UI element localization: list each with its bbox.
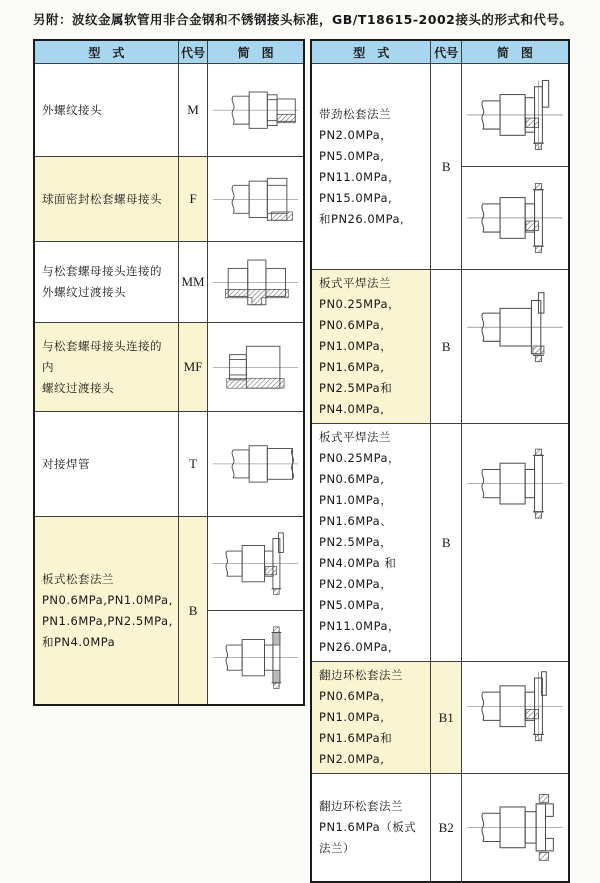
type-line: PN1.6MPa（板式法兰） [319,820,417,855]
table-row [34,242,304,323]
type-line: PN0.6MPa,PN1.0MPa, [42,592,173,607]
male-thread-drawing [210,66,301,154]
type-cell [34,64,178,157]
type-line: PN0.25MPa，PN0.6MPa, [319,451,401,486]
lap-plate-flange-diagram [462,774,568,881]
neck-flange-tab-drawing [464,66,566,164]
type-line: 板式平焊法兰 [319,276,392,290]
right-table-body [311,64,569,883]
code-cell: B1 [431,662,461,774]
type-line: 和PN4.0MPa [42,634,116,649]
table-row [311,424,569,662]
diagram-cell [208,64,304,157]
type-line: 外螺纹接头 [42,102,102,117]
type-line: PN11.0MPa，PN15.0MPa, [319,169,401,205]
header-row [311,40,569,64]
type-cell [311,662,431,774]
type-line: PN2.5MPa，PN4.0MPa 和 [319,535,397,570]
table-row [34,323,304,412]
type-line: 翻边环松套法兰 [319,668,404,682]
table-row [311,64,569,270]
type-line: 板式平焊法兰 [319,430,392,444]
plate-flange-bolts-drawing [210,613,301,702]
diagram-cell [208,323,304,412]
plate-flange-bolts-diagram [208,610,303,704]
type-line: 对接焊管 [42,456,90,471]
type-line: PN2.0MPa，PN5.0MPa, [319,127,393,163]
type-line: 螺纹过渡接头 [42,380,114,395]
left-table-body [34,64,304,706]
type-line: PN1.0MPa，PN1.6MPa, [319,339,393,374]
type-line: PN0.6MPa，PN1.0MPa, [319,689,393,724]
lap-flange-tab-diagram [462,662,568,750]
table-row [311,662,569,774]
lap-flange-tab-drawing [464,664,566,748]
diagram-cell [461,774,569,883]
plate-flange-tab-diagram [208,517,303,610]
type-cell [311,774,431,883]
type-cell [34,412,178,517]
code-cell: M [178,64,208,157]
lap-plate-flange-drawing [464,776,566,879]
type-line: 与松套螺母接头连接的内 [42,338,162,374]
type-line: PN2.0MPa，PN5.0MPa, [319,577,393,612]
swivel-nut-drawing [210,159,301,240]
table-row [311,774,569,883]
type-cell [311,424,431,662]
type-cell [34,323,178,412]
type-line: PN0.25MPa，PN0.6MPa, [319,297,401,332]
type-cell [311,64,431,270]
diagram-cell [461,64,569,270]
neck-flange-bolts-drawing [464,169,566,267]
header-diagram: 简 图 [208,40,304,64]
diagram-cell [208,242,304,323]
type-line: PN1.6MPa和PN2.0MPa, [319,731,393,766]
diagram-cell [461,662,569,774]
butt-weld-drawing [210,414,301,514]
code-cell: MF [178,323,208,412]
type-cell [34,242,178,323]
neck-flange-bolts-diagram [462,166,568,269]
type-cell [34,157,178,242]
table-row [34,517,304,706]
code-cell: B2 [431,774,461,883]
type-line: 外螺纹过渡接头 [42,285,126,299]
type-line: PN2.5MPa和PN4.0MPa, [319,381,393,416]
header-diagram: 简 图 [461,40,569,64]
code-cell: F [178,157,208,242]
code-cell: B [178,517,208,706]
table-row [34,64,304,157]
weld-flange-bolts-drawing [464,426,566,541]
diagram-cell [208,157,304,242]
mm-adapter-drawing [210,244,301,321]
code-cell: T [178,412,208,517]
table-row [311,270,569,424]
diagram-cell [461,424,569,662]
diagram-cell [208,517,304,706]
type-line: PN1.0MPa，PN1.6MPa、 [319,493,393,528]
plate-flange-tab-drawing [210,519,301,608]
swivel-nut-diagram [208,157,303,241]
diagram-cell [208,412,304,517]
right-table [310,39,570,883]
fitting-tables [33,39,570,883]
type-line: 球面密封松套螺母接头 [42,191,162,206]
butt-weld-diagram [208,412,303,516]
table-row [34,157,304,242]
header-code: 代号 [431,40,461,64]
male-thread-diagram [208,64,303,156]
type-line: PN1.6MPa,PN2.5MPa, [42,613,173,628]
type-line: 和PN26.0MPa, [319,211,405,226]
type-cell [311,270,431,424]
header-type: 型 式 [311,40,431,64]
mf-adapter-drawing [210,325,301,409]
type-line: 翻边环松套法兰 [319,799,404,813]
mf-adapter-diagram [208,323,303,411]
code-cell: MM [178,242,208,323]
header-code: 代号 [178,40,208,64]
code-cell: B [431,270,461,424]
neck-flange-tab-diagram [462,64,568,166]
left-table [33,39,305,706]
table-row [34,412,304,517]
code-cell: B [431,64,461,270]
type-cell [34,517,178,706]
left-table-header [34,40,304,64]
mm-adapter-diagram [208,242,303,322]
type-line: PN11.0MPa，PN26.0MPa, [319,619,401,654]
weld-flange-tab-diagram [462,270,568,385]
page-title: 另附：波纹金属软管用非合金钢和不锈钢接头标准，GB/T18615-2002接头的形式和代号。 [33,12,573,27]
type-line: 带劲松套法兰 [319,106,392,121]
header-row [34,40,304,64]
type-line: 与松套螺母接头连接的 [42,264,162,278]
right-table-header [311,40,569,64]
type-line: 板式松套法兰 [42,571,114,586]
weld-flange-bolts-diagram [462,424,568,544]
weld-flange-tab-drawing [464,272,566,382]
header-type: 型 式 [34,40,178,64]
diagram-cell [461,270,569,424]
code-cell: B [431,424,461,662]
